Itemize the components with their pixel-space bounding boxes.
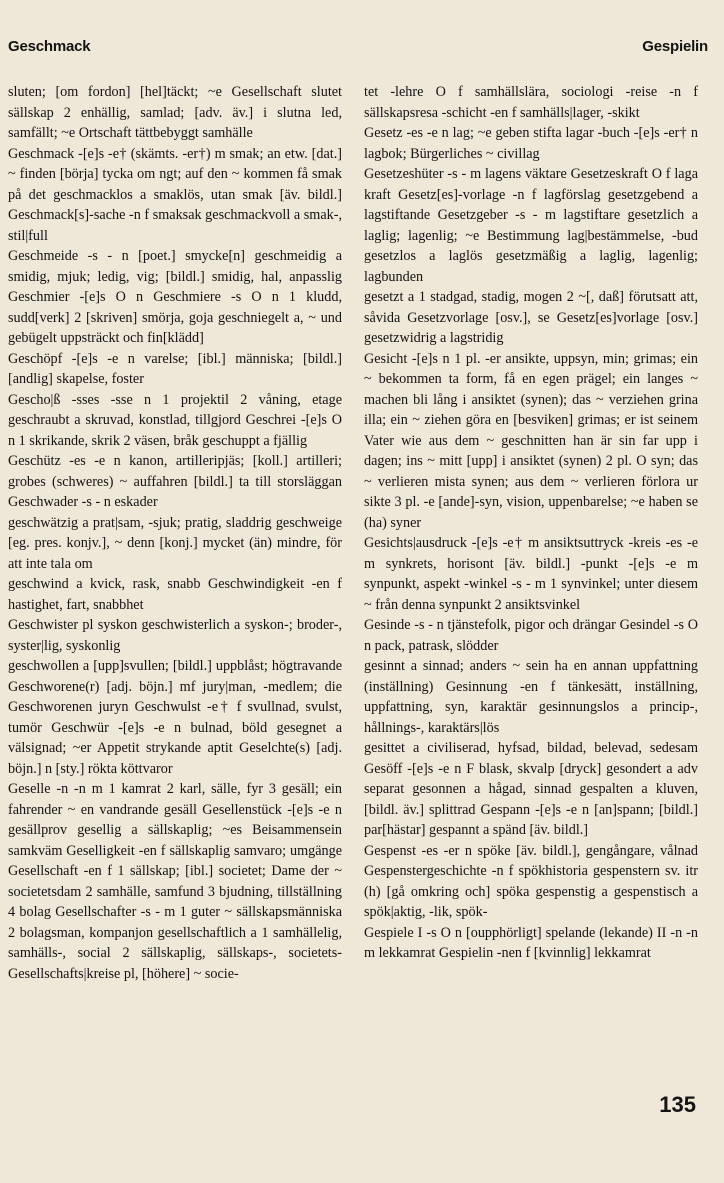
running-header-left: Geschmack — [8, 38, 91, 55]
entry-block: gesinnt a sinnad; anders ~ sein ha en annan uppfattning (inställning) Gesinnung -en f tänkesätt, inställning, uppfattning, syn, karaktär gesinnungslos a princip-, hållnings-, karaktärs|lös — [364, 658, 698, 736]
entry-block: Geschöpf -[e]s -e n varelse; [ibl.] människa; [bildl.] [andlig] skapelse, foster — [8, 350, 342, 387]
entry-block: Geschmeide -s - n [poet.] smycke[n] geschmeidig a smidig, mjuk; ledig, vig; [bildl.] smidig, hal, anpasslig Geschmier -[e]s O n Geschmiere -s O n 1 kludd, sudd[verk] 2 [skriven] smörja, goja geschniegelt a, ~ und gebügelt uppsträckt och fin[klädd] — [8, 248, 342, 346]
page-number: 135 — [659, 1092, 696, 1117]
entry-block: Gescho|ß -sses -sse n 1 projektil 2 våning, etage geschraubt a skruvad, konstlad, tillgjord Geschrei -[e]s O n 1 skrikande, skrik 2 väsen, bråk geschuppt a fjällig — [8, 391, 342, 449]
entry-block: Gesetz -es -e n lag; ~e geben stifta lagar -buch -[e]s -er† n lagbok; Bürgerliches ~ civillag — [364, 125, 698, 162]
entry-block: Geschwister pl syskon geschwisterlich a syskon-; broder-, syster|lig, syskonlig — [8, 617, 342, 654]
entry-block: Geselle -n -n m 1 kamrat 2 karl, sälle, fyr 3 gesäll; ein fahrender ~ en vandrande gesäll Gesellenstück -[e]s -e n gesällprov gesellig a sällskaplig; ~es Beisammensein samkväm Geselligkeit -en f sällskaplig samvaro; umgänge Gesellschaft -en f 1 sällskap; [ibl.] societet; Dame der ~ societetsdam 2 samhälle, samfund 3 bjudning, tillställning 4 bolag Gesellschafter -s - m 1 guter ~ sällskapsmänniska 2 bolagsman, kompanjon gesellschaftlich a 1 samhällelig, samhälls-, social 2 sällskaplig, sällskaps-, societets- Gesellschafts|kreise pl, [höhere] ~ socie- — [8, 781, 342, 982]
entry-block: Geschmack -[e]s -e† (skämts. -er†) m smak; an etw. [dat.] ~ finden [börja] tycka om ngt; auf den ~ kommen få smak på det geschmacklos a smaklös, utan smak [äv. bildl.] Geschmack[s]-sache -n f smaksak geschmackvoll a smak-, stil|full — [8, 145, 342, 244]
running-header-right: Gespielin — [642, 38, 708, 55]
entry-block: gesittet a civiliserad, hyfsad, bildad, belevad, sedesam Gesöff -[e]s -e n F blask, skvalp [dryck] gesondert a adv separat gesonnen a hågad, sinnad gespalten a kluven, [bildl. äv.] splittrad Gespann -[e]s -e n [an]spann; [bildl.] par[hästar] gespannt a spänd [äv. bildl.] — [364, 740, 698, 838]
entry-block: sluten; [om fordon] [hel]täckt; ~e Gesellschaft slutet sällskap 2 enhällig, samlad; [adv. äv.] i slutna led, samfällt; ~e Ortschaft tättbebyggt samhälle — [8, 84, 342, 141]
entry-block: geschwind a kvick, rask, snabb Geschwindigkeit -en f hastighet, fart, snabbhet — [8, 576, 342, 613]
entry-block: Gesichts|ausdruck -[e]s -e† m ansiktsuttryck -kreis -es -e m synkrets, horisont [äv. bildl.] -punkt -[e]s -e m synpunkt, aspekt -winkel -s - m 1 synvinkel; unter diesem ~ från denna synpunkt 2 ansiktsvinkel — [364, 535, 698, 613]
entry-block: Gesinde -s - n tjänstefolk, pigor och drängar Gesindel -s O n pack, patrask, slödder — [364, 617, 698, 654]
right-column — [364, 82, 698, 964]
entry-block: gesetzt a 1 stadgad, stadig, mogen 2 ~[, daß] förutsatt att, såvida Gesetzvorlage [osv.], se Gesetz[es]vorlage [osv.] gesetzwidrig a lagstridig — [364, 289, 698, 346]
entry-block: geschwätzig a prat|sam, -sjuk; pratig, sladdrig geschweige [eg. pres. konjv.], ~ denn [konj.] mycket (än) mindre, för att inte tala om — [8, 514, 342, 572]
entry-block: geschwollen a [upp]svullen; [bildl.] uppblåst; högtravande Geschworene(r) [adj. böjn.] mf jury|man, -medlem; die Geschworenen juryn Geschwulst -e† f svullnad, svulst, tumör Geschwür -[e]s -e n bulnad, böld gesegnet a välsignad; ~er Appetit strykande aptit Geselchte(s) [adj. böjn.] n [sty.] rökta köttvaror — [8, 658, 342, 777]
left-column — [8, 82, 342, 984]
entry-block: Gesetzeshüter -s - m lagens väktare Gesetzeskraft O f laga kraft Gesetz[es]-vorlage -n f lagförslag gesetzgebend a lagstiftande Gesetzgeber -s - m lagstiftare gesetzlich a laglig; lagenlig; ~e Bestimmung lag|bestämmelse, -bud gesetzlos a laglös gesetzmäßig a laglig, lagenlig; lagbunden — [364, 166, 698, 285]
entry-block: Gespiele I -s O n [oupphörligt] spelande (lekande) II -n -n m lekkamrat Gespielin -nen f [kvinnlig] lekkamrat — [364, 924, 698, 961]
entry-block: Gespenst -es -er n spöke [äv. bildl.], gengångare, vålnad Gespenstergeschichte -n f spökhistoria gespenstern sv. itr (h) [gå omkring och] spöka gespenstig a gespenstisch a spök|aktig, -lik, spök- — [364, 842, 698, 920]
entry-block: tet -lehre O f samhällslära, sociologi -reise -n f sällskapsresa -schicht -en f samhälls|lager, -skikt — [364, 84, 698, 121]
entry-block: Geschütz -es -e n kanon, artilleripjäs; [koll.] artilleri; grobes (schweres) ~ auffahren [bildl.] ta till storsläggan Geschwader -s - n eskader — [8, 453, 342, 510]
entry-block: Gesicht -[e]s n 1 pl. -er ansikte, uppsyn, min; grimas; ein ~ bekommen ta form, få en egen prägel; ein langes ~ machen bli lång i ansiktet (synen); das ~ verziehen grina illa; ein ~ ziehen göra en [besviken] grimas; er ist seinem Vater wie aus dem ~ geschnitten han är sin far upp i dagen; ins ~ mitt [upp] i ansiktet (synen) 2 pl. O syn; das ~ verlieren mista synen; aus dem ~ verlieren förlora ur sikte 3 pl. -e [ande]-syn, vision, uppenbarelse; ~e haben se (ha) syner — [364, 350, 698, 531]
